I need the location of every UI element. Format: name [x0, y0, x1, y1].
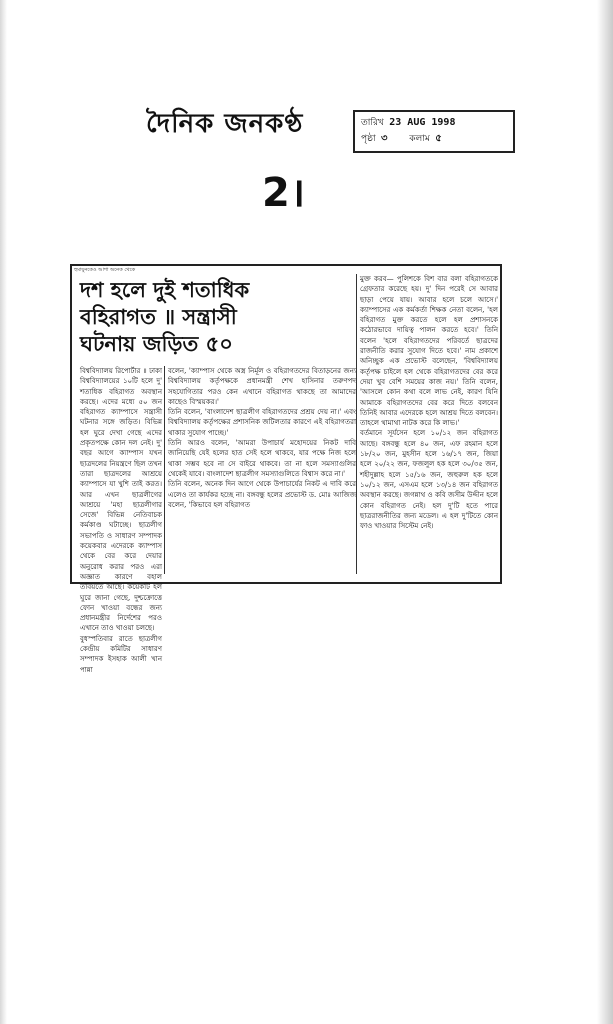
stamp-column-value: ৫: [435, 133, 442, 144]
article-paragraph: বলেন, 'ক্যাম্পাস থেকে অস্ত্র নির্মূল ও বহিরাগতদের বিতাড়নের জন্য বিশ্ববিদ্যালয় কর্তৃপক্ষকে প্রধানমন্ত্রী শেখ হাসিনার তরুণপদ সহযোগিতার পরও কেন এখানে বহিরাগত থাকছে তা আমাদের কাছেও বিস্ময়কর।': [168, 367, 356, 406]
column-divider: [356, 274, 357, 574]
article-column-3: [360, 274, 498, 574]
article-column-1: [80, 366, 162, 674]
archive-stamp: [353, 110, 515, 153]
page-number: 2।: [262, 170, 305, 216]
scan-edge-right: [597, 0, 613, 1024]
headline-line: দশ হলে দুই শতাধিক: [80, 277, 250, 302]
article-paragraph: তিনি বলেন, অনেক দিন আগে থেকে উপাচার্যের নিকট এ দাবি করে এলেও তা কার্যকর হচ্ছে না। বঙ্গবন্ধু হলের প্রভোস্ট ড. মোঃ আজিজ বলেন, 'কিভাবে হল বহিরাগত: [168, 480, 356, 509]
column-divider: [164, 366, 165, 574]
clipping-cut-line: হুমায়ুনকেও আশা অনেক থেকে: [74, 267, 136, 273]
headline-line: ঘটনায় জড়িত ৫০: [80, 331, 233, 356]
stamp-column-label: কলাম: [409, 134, 430, 144]
article-paragraph: বিশ্ববিদ্যালয় রিপোর্টার ॥ ঢাকা বিশ্ববিদ্যালয়ের ১০টি হলে দু' শতাধিক বহিরাগত অবস্থান করছে। এদের মধ্যে ৫০ জন বহিরাগত ক্যাম্পাসে সন্ত্রাসী ঘটনার সঙ্গে জড়িত। বিভিন্ন হল ঘুরে দেখা গেছে এদের প্রকৃতপক্ষে কোন দল নেই। দু' বছর আগে ক্যাম্পাস যখন ছাত্রদলের নিয়ন্ত্রণে ছিল তখন তারা ছাত্রদলের আশ্রয়ে ক্যাম্পাসে যা খুশি তাই করত। আর এখন ছাত্রলীগের আশ্রয়ে 'মহা ছাত্রলীগার সেজে' বিভিন্ন নেতিবাচক কর্মকাণ্ড ঘটাচ্ছে। ছাত্রলীগ সভাপতি ও সাধারণ সম্পাদক কয়েকবার এদেরকে ক্যাম্পাস থেকে বের করে দেয়ার অনুরোধ করার পরও এরা অজ্ঞাত কারণে বহাল তবিয়তে আছে। কয়েকটি হল ঘুরে জানা গেছে, দুশ্চক্রোত্তে ফোন খাওয়া বন্ধের জন্য প্রধানমন্ত্রীর নির্দেশের পরও এখানে তাও খাওয়া চলছে।: [80, 367, 162, 633]
headline-line: বহিরাগত ॥ সন্ত্রাসী: [80, 304, 237, 329]
news-clipping: [70, 264, 502, 674]
article-paragraph: তিনি বলেন, 'বাংলাদেশ ছাত্রলীগ বহিরাগতদের প্রশ্রয় দেয় না।' এবং বিশ্ববিদ্যালয় কর্তৃপক্ষের প্রশাসনিক জটিলতার কারণে এই বহিরাগতরা থাকার সুযোগ পাচ্ছে।': [168, 408, 356, 437]
article-paragraph: মুক্ত করব— পুলিশকে বিশ বার বলা বহিরাগতকে গ্রেফতার করেছে হয়। দু' দিন পরেই সে আবার ছাড়া পেয়ে যায়। আবার হলে চলে আসে।' ক্যাম্পাসের এক কর্মকর্তা শিক্ষক নেতা বলেন, 'হল বহিরাগত মুক্ত করতে হলে হল প্রশাসনকে কঠোরভাবে দায়িত্ব পালন করতে হবে।' তিনি বলেন 'হলে বহিরাগতদের পরিবর্তে ছাত্রদের রাজনীতি করার সুযোগ দিতে হবে।' নাম প্রকাশে অনিচ্ছুক এক প্রভোস্ট বলেছেন, 'বিশ্ববিদ্যালয় কর্তৃপক্ষ চাইলে হল থেকে বহিরাগতদের বের করে দেয়া খুব বেশি সময়ের কাজ নয়।' তিনি বলেন, 'আসলে কোন কথা বলে লাভ নেই, কারণ যিনি আমাকে বহিরাগতদের বের করে দিতে বলবেন তিনিই আবার এদেরকে হলে আশ্রয় দিতে বলবেন। তাহলে থামাথা নাটক করে কি লাভ।': [360, 275, 498, 428]
stamp-page-value: ৩: [381, 133, 388, 144]
stamp-page-label: পৃষ্ঠা: [361, 134, 376, 144]
article-headline: [80, 276, 352, 357]
article-paragraph: বর্তমানে সূর্যসেন হলে ১০/১২ জন বহিরাগত আছে। বঙ্গবন্ধু হলে ৪০ জন, এফ রহমান হলে ১৮/২০ জন, মুহসীন হলে ১৬/১৭ জন, জিয়া হলে ২০/২২ জন, ফজলুল হক হলে ৩০/৩৫ জন, শহীদুল্লাহ হলে ১৫/১৬ জন, জহুরুল হক হলে ১০/১২ জন, এসএম হলে ১৩/১৪ জন বহিরাগত অবস্থান করছে। জগন্নাথ ও কবি জসীম উদ্দীন হলে কোন বহিরাগত নেই। হল দু'টি হতে পারে ছাত্ররাজনীতির জন্য মডেল। এ হল দু'টিতে কোন ফাও খাওয়ার সিস্টেম নেই।: [360, 429, 498, 531]
newspaper-name: দৈনিক জনকণ্ঠ: [146, 109, 304, 139]
article-paragraph: বুধস্পতিবার রাতে ছাত্রলীগ কেন্দ্রীয় কমিটির সাধারণ সম্পাদক ইসহাক আলী খান পান্না: [80, 634, 162, 674]
stamp-date-label: তারিখ: [361, 118, 384, 128]
scan-edge-left: [0, 0, 7, 1024]
article-column-2: [168, 366, 356, 574]
article-paragraph: তিনি আরও বলেন, 'আমরা উপাচার্য মহোদয়ের নিকট দাবি জানিয়েছি যেই হলের হাত সেই হলে থাকবে, যার পক্ষে নিজ হলে থাকা সম্ভব হবে না সে বাইরে থাকবে। তা না হলে সমস্যাগুলির থেকেই যাবে। বাংলাদেশ ছাত্রলীগ সমস্যাগুলিতে বিশ্বাস করে না।': [168, 439, 356, 478]
stamp-date-value: 23 AUG 1998: [389, 117, 456, 128]
